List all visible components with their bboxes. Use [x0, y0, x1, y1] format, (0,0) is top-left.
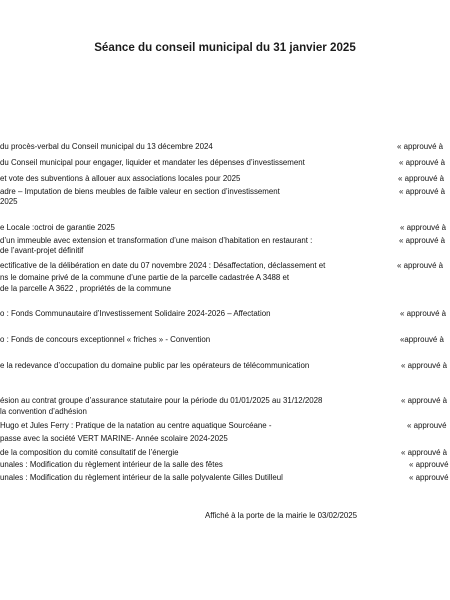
item-7-line-1: ectificative de la délibération en date du 07 novembre 2024 : Désaffectation, déclassement et — [0, 261, 326, 270]
item-9-status: «approuvé à — [400, 335, 444, 344]
item-11-line-1: ésion au contrat groupe d’assurance statutaire pour la période du 01/01/2025 au 31/12/2028 — [0, 396, 323, 405]
item-3-line-1: et vote des subventions à allouer aux associations locales pour 2025 — [0, 174, 241, 183]
item-4-status: « approuvé à — [399, 187, 446, 196]
item-8-status: « approuvé à — [400, 309, 447, 318]
item-1-status: « approuvé à — [397, 142, 444, 151]
item-6-line-2: de l’avant-projet définitif — [0, 246, 84, 255]
item-4-line-1: adre – Imputation de biens meubles de faible valeur en section d’investissement — [0, 187, 280, 196]
item-12-line-2: passe avec la société VERT MARINE- Année scolaire 2024-2025 — [0, 434, 228, 443]
page-title: Séance du conseil municipal du 31 janvier 2025 — [94, 41, 356, 54]
posting-notice: Affiché à la porte de la mairie le 03/02/2025 — [205, 511, 358, 520]
item-14-line-1: unales : Modification du règlement intérieur de la salle des fêtes — [0, 460, 223, 469]
item-4-line-2: 2025 — [0, 197, 18, 206]
item-6-status: « approuvé à — [399, 236, 446, 245]
item-13-line-1: de la composition du comité consultatif de l’énergie — [0, 448, 179, 457]
item-8-line-1: o : Fonds Communautaire d’Investissement Solidaire 2024-2026 – Affectation — [0, 309, 271, 318]
item-14-status: « approuvé — [409, 460, 449, 469]
item-10-line-1: e la redevance d’occupation du domaine public par les opérateurs de télécommunication — [0, 361, 310, 370]
item-11-status: « approuvé à — [401, 396, 448, 405]
item-6-line-1: d’un immeuble avec extension et transformation d’une maison d’habitation en restaurant : — [0, 236, 313, 245]
item-5-status: « approuvé à — [400, 223, 447, 232]
item-1-line-1: du procès-verbal du Conseil municipal du 13 décembre 2024 — [0, 142, 213, 151]
item-9-line-1: o : Fonds de concours exceptionnel « friches » - Convention — [0, 335, 211, 344]
item-7-line-3: de la parcelle A 3622 , propriétés de la commune — [0, 284, 172, 293]
item-12-status: « approuvé — [407, 421, 447, 430]
item-5-line-1: e Locale :octroi de garantie 2025 — [0, 223, 115, 232]
item-15-status: « approuvé — [409, 473, 449, 482]
item-7-status: « approuvé à — [397, 261, 444, 270]
item-13-status: « approuvé à — [401, 448, 448, 457]
item-11-line-2: la convention d’adhésion — [0, 407, 87, 416]
item-2-status: « approuvé à — [399, 158, 446, 167]
item-12-line-1: Hugo et Jules Ferry : Pratique de la natation au centre aquatique Sourcéane - — [0, 421, 272, 430]
item-3-status: « approuvé à — [398, 174, 445, 183]
item-10-status: « approuvé à — [401, 361, 448, 370]
item-7-line-2: ns le domaine privé de la commune d’une partie de la parcelle cadastrée A 3488 et — [0, 273, 290, 282]
item-2-line-1: du Conseil municipal pour engager, liquider et mandater les dépenses d’investissement — [0, 158, 305, 167]
item-15-line-1: unales : Modification du règlement intérieur de la salle polyvalente Gilles Dutilleul — [0, 473, 283, 482]
